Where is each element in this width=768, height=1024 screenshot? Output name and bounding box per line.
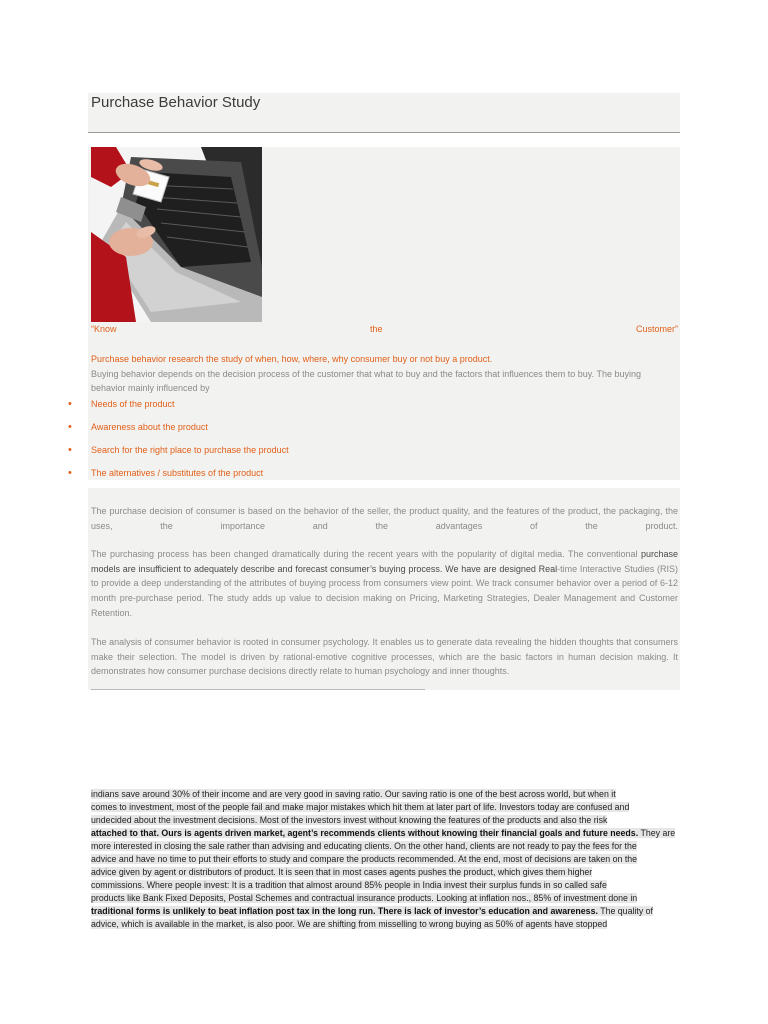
intro-description: Buying behavior depends on the decision process of the customer that what to buy and the factors that influences them to buy. The buying behavior mainly influenced by	[91, 369, 642, 393]
tagline-word-the: the	[369, 324, 383, 334]
tagline-word-customer: Customer”	[635, 324, 678, 334]
paragraph-purchasing-process: The purchasing process has been changed dramatically during the recent years with the popularity of digital media. The conventional purchase models are insufficient to adequately describe and forecast consumer’s buying process. We have are designed Real-time Interactive Studies (RIS) to provide a deep understanding of the attributes of buying process from consumers view point. We track consumer behavior over a period of 6-12 month pre-purchase period. The study adds up value to decision making on Pricing, Marketing Strategies, Dealer Management and Customer Retention.	[91, 549, 678, 618]
intro-definition: Purchase behavior research the study of when, how, where, why consumer buy or not buy a product.	[91, 354, 493, 364]
laptop-credit-card-illustration	[91, 147, 262, 322]
bullet-dot-icon: •	[68, 467, 72, 479]
bullet-dot-icon: •	[68, 444, 72, 456]
paragraph-consumer-psychology: The analysis of consumer behavior is rooted in consumer psychology. It enables us to generate data revealing the hidden thoughts that consumers make their selection. The model is driven by rational-emotive cognitive processes, which are the basic factors in human decision making. It demonstrates how consumer purchase decisions directly relate to human psychology and inner thoughts.	[91, 637, 678, 677]
bullet-dot-icon: •	[68, 421, 72, 433]
paragraph-purchase-decision: The purchase decision of consumer is based on the behavior of the seller, the product quality, and the features of the product, the packaging, the uses, the importance and the advantages of the product.	[91, 506, 678, 531]
section-divider	[91, 689, 425, 690]
intro-panel	[68, 147, 680, 480]
title-bar	[88, 93, 680, 133]
analysis-panel	[88, 488, 680, 690]
bullet-item: • Needs of the product	[68, 398, 175, 410]
laptop-card-photo	[91, 147, 262, 322]
tagline-word-know: “Know	[91, 324, 117, 334]
investment-text-block: indians save around 30% of their income and are very good in saving ratio. Our saving ratio is one of the best across world, but when it comes to investment, most of the people fail and make major mistakes which hit them at later part of life. Investors today are confused and undecided about the investment decisions. Most of the investors invest without knowing the features of the products and also the risk attached to that. Ours is agents driven market, agent’s recommends clients without knowing their financial goals and future needs. They are more interested in closing the sale rather than advising and educating clients. On the other hand, clients are not ready to pay the fees for the advice and have no time to put their efforts to study and compare the products recommended. At the end, most of decisions are taken on the advice given by agent or distributors of product. It is seen that in most cases agents pushes the product, which gives them higher commissions. Where people invest: It is a tradition that almost around 85% people in India invest their surplus funds in so called safe products like Bank Fixed Deposits, Postal Schemes and contractual insurance products. Looking at inflation nos., 85% of investment done in traditional forms is unlikely to beat inflation post tax in the long run. There is lack of investor’s education and awareness. The quality of advice, which is available in the market, is also poor. We are shifting from misselling to wrong buying as 50% of agents have stopped	[91, 789, 676, 929]
bullet-item: • The alternatives / substitutes of the product	[68, 467, 264, 479]
tagline	[91, 324, 678, 336]
bullet-item: • Awareness about the product	[68, 421, 208, 433]
bullet-dot-icon: •	[68, 398, 72, 410]
bullet-item: • Search for the right place to purchase the product	[68, 444, 289, 456]
page-title: Purchase Behavior Study	[91, 94, 261, 111]
